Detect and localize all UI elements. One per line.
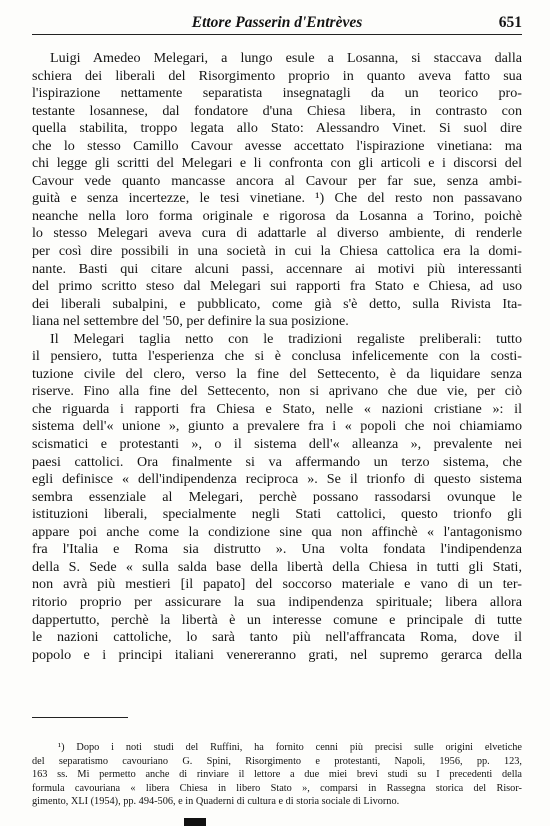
running-header — [32, 8, 522, 35]
text-line: istituzioni liberali, specialmente negli Stati cattolici, questo trionfo gli — [32, 506, 522, 523]
text-line: paesi cattolici. Ora finalmente si va affermando un terzo sistema, che — [32, 453, 522, 470]
text-line: nante. Basti qui citare alcuni passi, accennare ai motivi più interessanti — [32, 260, 522, 277]
text-line: della S. Sede « sulla salda base della libertà della Chiesa in tutti gli Stati, — [32, 558, 522, 575]
text-line: egli definisce « dell'indipendenza reciproca ». Se il trionfo di questo sistema — [32, 471, 522, 488]
text-line: chi legge gli scritti del Melegari e li confronta con gli articoli e i discorsi del — [32, 155, 522, 172]
text-line: popolo e i principi italiani venereranno grati, nel supremo gerarca della — [32, 646, 522, 663]
text-line: guità e senza incertezze, le tesi vinetiane. ¹) Che del resto non passavano — [32, 190, 522, 207]
footnote-line: 163 ss. Mi permetto anche di rinviare il lettore a due miei brevi studi su I precedenti della — [32, 769, 522, 781]
footnote-line: del separatismo cavouriano G. Spini, Risorgimento e protestanti, Napoli, 1956, pp. 123, — [32, 755, 522, 767]
text-line: fra l'Italia e Roma sia distrutto ». Una volta fondata l'indipendenza — [32, 541, 522, 558]
text-line: sembra essenziale al Melegari, perchè possano rassodarsi ovunque le — [32, 488, 522, 505]
footnote — [32, 741, 522, 809]
text-line: ritorio proprio per assicurare la sua indipendenza spirituale; libera allora — [32, 593, 522, 610]
text-line: Cavour vede quanto mancasse ancora al Cavour per far sue, senza ambi- — [32, 172, 522, 189]
text-line: Luigi Amedeo Melegari, a lungo esule a Losanna, si staccava dalla — [50, 50, 522, 66]
text-line: liana nel settembre del '50, per definire la sua posizione. — [32, 313, 349, 330]
text-line: neanche nella loro forma originale e rigorosa da Losanna a Torino, poichè — [32, 207, 522, 224]
text-line: l'ispirazione nettamente separatista insegnatagli da un teorico pro- — [32, 85, 522, 102]
text-line: dappertutto, perchè la libertà è un interesse comune e principale di tutte — [32, 611, 522, 628]
text-line: del primo scritto steso dal Melegari sui rapporti fra Stato e Chiesa, ad uso — [32, 278, 522, 295]
text-line: scismatici e protestanti », o il sistema dell'« alleanza », prevalente nei — [32, 436, 522, 453]
footnote-line: gimento, XLI (1954), pp. 494-506, e in Quaderni di cultura e di storia sociale di Livorno. — [32, 796, 400, 808]
text-line: non avrà più mestieri [il papato] del soccorso materiale e vano di un ter- — [32, 576, 522, 593]
running-title: Ettore Passerin d'Entrèves — [191, 14, 363, 31]
page-number: 651 — [498, 14, 522, 31]
text-line: lo stesso Melegari aveva cura di adattarle al diverso ambiente, di renderle — [32, 225, 522, 242]
text-line: sistema dell'« unione », giunto a prevalere fra i « popoli che noi chiamiamo — [32, 418, 522, 435]
main-text — [32, 50, 522, 664]
text-line: il pensiero, tutta l'esperienza che si è conclusa infelicemente con la costi- — [32, 348, 522, 365]
text-line: che lo stesso Camillo Cavour avesse accettato l'ispirazione vinetiana: ma — [32, 137, 522, 154]
footnote-line: ¹) Dopo i noti studi del Ruffini, ha fornito cenni più precisi sulle origini elvetiche — [58, 742, 522, 753]
text-line: appare poi anche come la condizione sine qua non affinchè « l'antagonismo — [32, 523, 522, 540]
text-line: che riguarda i rapporti fra Chiesa e Stato, nelle « nazioni cristiane »: il — [32, 400, 522, 417]
text-line: testante losannese, dal fondatore d'una Chiesa libera, in contrasto con — [32, 102, 522, 119]
text-line: tuzione civile del clero, verso la fine del Settecento, è da liquidare senza — [32, 365, 522, 382]
text-line: schiera dei liberali del Risorgimento proprio in quanto aveva fatto sua — [32, 67, 522, 84]
text-line: quella stabilita, troppo legata allo Stato: Alessandro Vinet. Si suol dire — [32, 120, 522, 137]
footnote-line: formula cavouriana « libera Chiesa in libero Stato », comparsi in Rassegna storica del Risor- — [32, 782, 522, 794]
text-line: per così dire possibili in una società in cui la Chiesa cattolica era la domi- — [32, 243, 522, 260]
text-line: le nazioni cattoliche, lo sarà tanto più nell'affrancata Roma, dove il — [32, 629, 522, 646]
scan-mark — [184, 818, 206, 826]
footnote-separator — [32, 717, 128, 718]
text-line: riserve. Fino alla fine del Settecento, non si aprivano che due vie, per ciò — [32, 383, 522, 400]
text-line: Il Melegari taglia netto con le tradizioni regaliste preliberali: tutto — [50, 330, 522, 347]
text-line: dei liberali subalpini, e pubblicato, come già s'è detto, sulla Rivista Ita- — [32, 295, 522, 312]
